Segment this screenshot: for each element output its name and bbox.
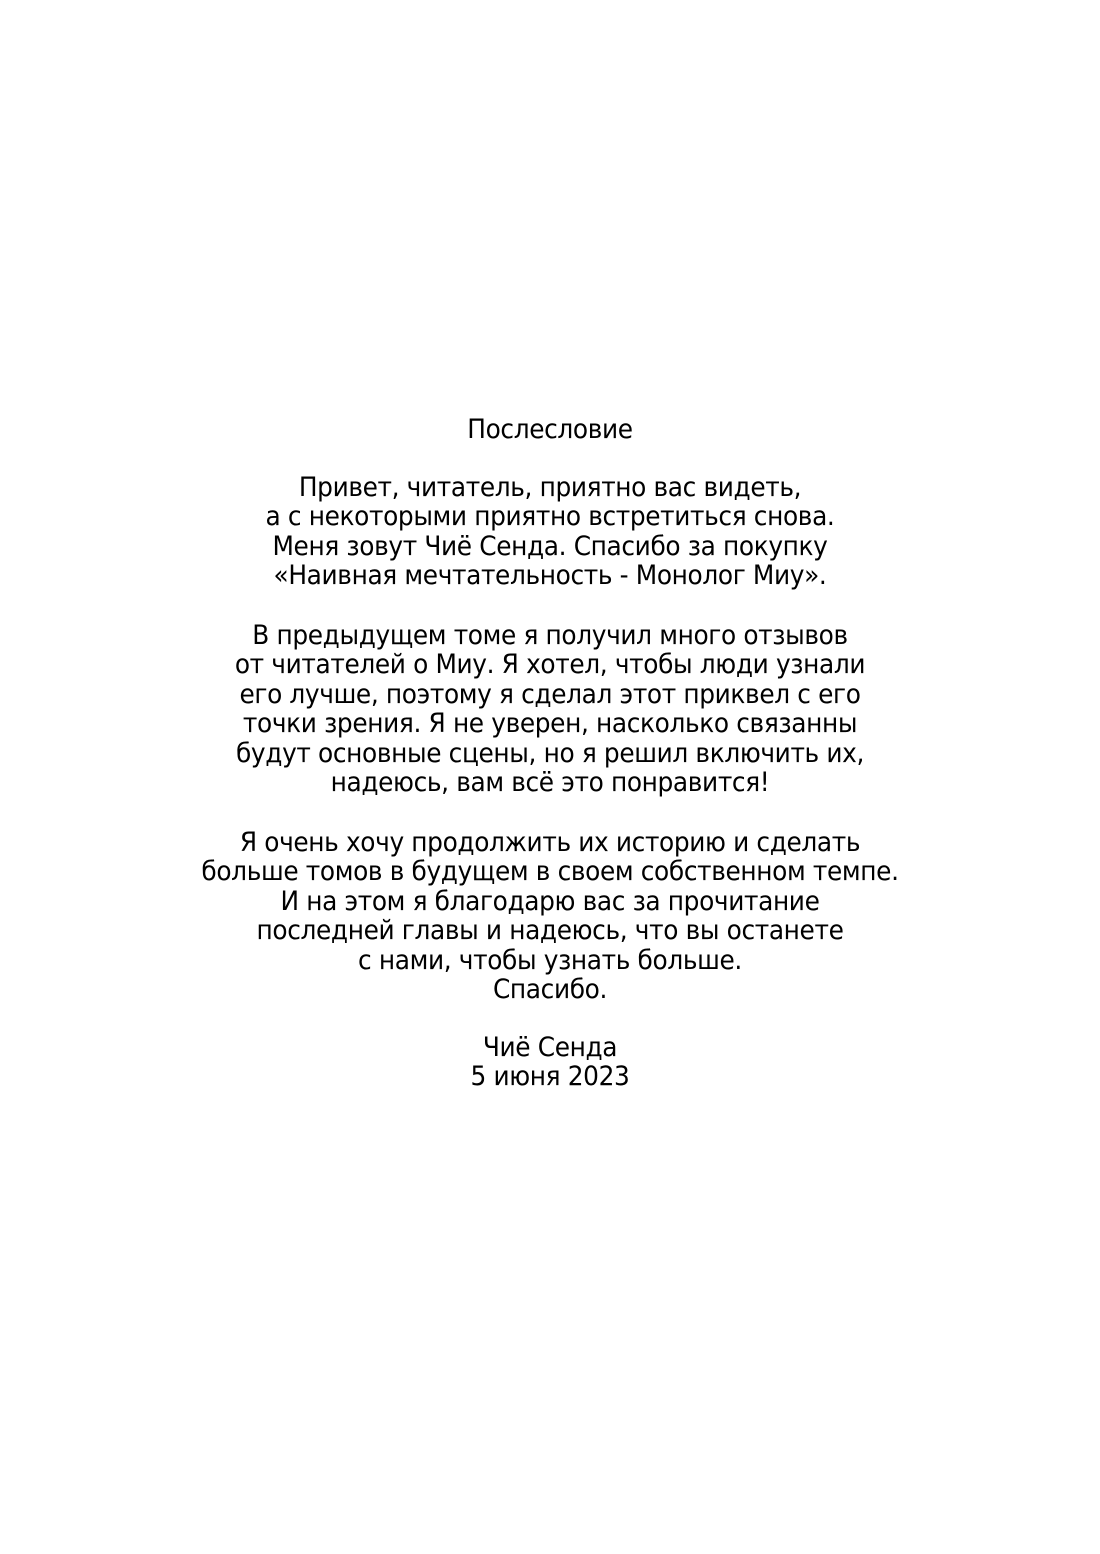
text-line: Меня зовут Чиё Сенда. Спасибо за покупку [272,530,828,562]
text-line: с нами, чтобы узнать больше. [358,944,742,976]
afterword-title: Послесловие [467,414,633,445]
text-line: точки зрения. Я не уверен, насколько связанны [242,708,858,739]
text-line: надеюсь, вам всё это понравится! [330,767,770,798]
text-line: Привет, читатель, приятно вас видеть, [298,471,802,503]
text-line: будут основные сцены, но я решил включить их, [235,737,865,769]
text-line: И на этом я благодарю вас за прочитание [280,885,820,917]
signature-block [182,1033,918,1092]
afterword-text-block [182,415,918,1092]
text-line: Я очень хочу продолжить их историю и сделать [239,826,861,858]
paragraph-greeting [182,473,918,591]
text-line: «Наивная мечтательность - Монолог Миу». [273,560,827,591]
text-line: последней главы и надеюсь, что вы останете [256,915,844,946]
paragraph-thanks [182,828,918,1005]
text-line: В предыдущем томе я получил много отзывов [252,619,848,651]
text-line: Спасибо. [492,974,608,1005]
text-line: больше томов в будущем в своем собственном темпе. [201,856,899,887]
signature-date: 5 июня 2023 [470,1061,630,1092]
signature-author: Чиё Сенда [482,1031,618,1063]
paragraph-prequel [182,621,918,798]
text-line: его лучше, поэтому я сделал этот приквел с его [239,678,861,710]
text-line: от читателей о Миу. Я хотел, чтобы люди узнали [234,649,866,680]
text-line: а с некоторыми приятно встретиться снова. [265,501,835,532]
